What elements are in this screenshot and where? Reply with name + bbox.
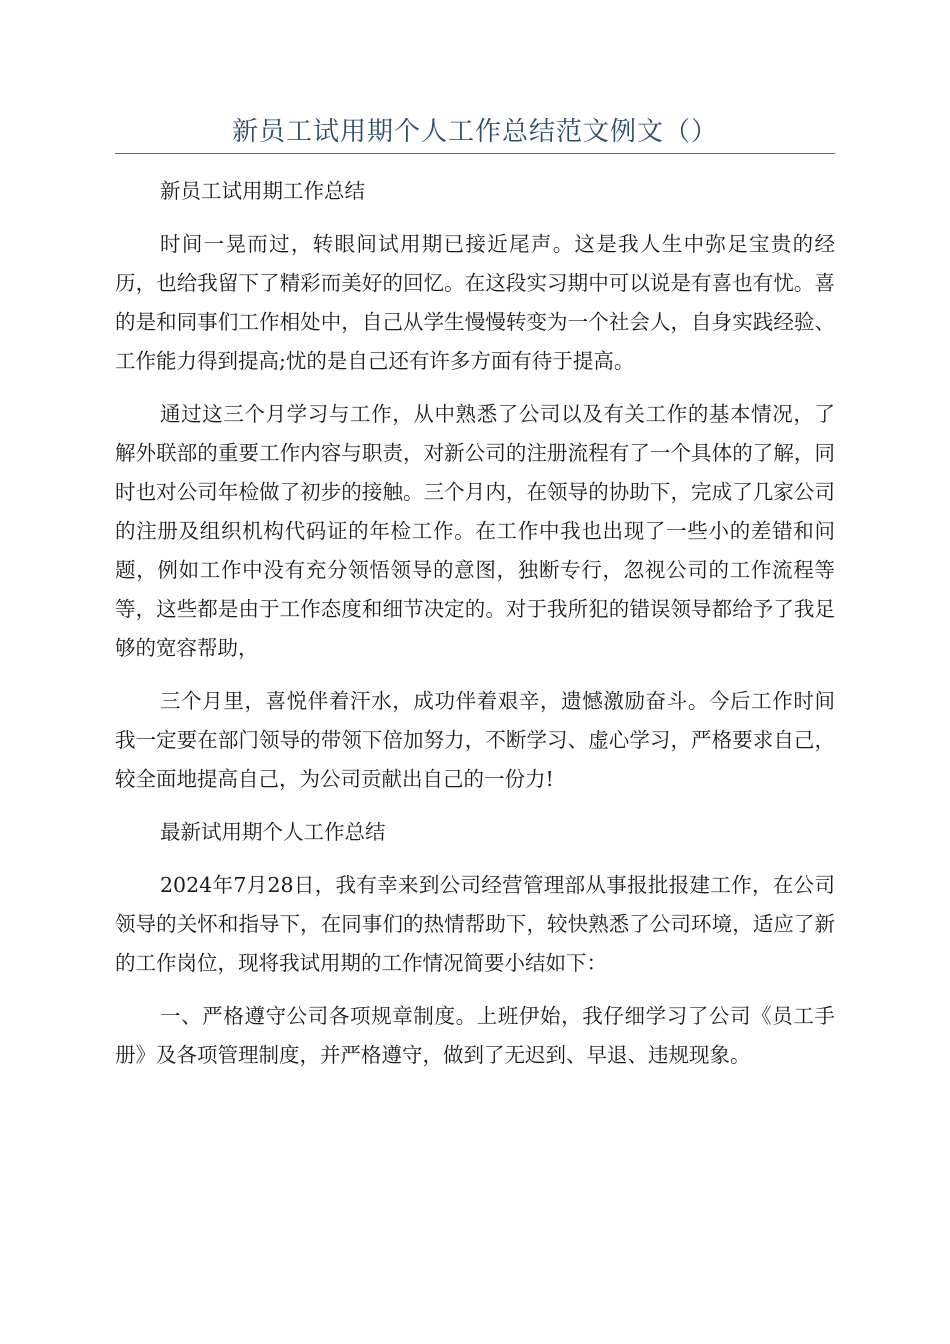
- paragraph: 三个月里，喜悦伴着汗水，成功伴着艰辛，遗憾激励奋斗。今后工作时间我一定要在部门领导的带领下倍加努力，不断学习、虚心学习，严格要求自己，较全面地提高自己，为公司贡献出自己的一份力!: [115, 689, 835, 791]
- section-heading-latest-summary: 最新试用期个人工作总结: [160, 820, 386, 844]
- document-body: [115, 172, 835, 1089]
- document-title: 新员工试用期个人工作总结范文例文（）: [231, 117, 718, 147]
- paragraph: 一、严格遵守公司各项规章制度。上班伊始，我仔细学习了公司《员工手册》及各项管理制度，并严格遵守，做到了无迟到、早退、违规现象。: [115, 1004, 835, 1067]
- paragraph: 通过这三个月学习与工作，从中熟悉了公司以及有关工作的基本情况，了解外联部的重要工作内容与职责，对新公司的注册流程有了一个具体的了解，同时也对公司年检做了初步的接触。三个月内，在领导的协助下，完成了几家公司的注册及组织机构代码证的年检工作。在工作中我也出现了一些小的差错和问题，例如工作中没有充分领悟领导的意图，独断专行，忽视公司的工作流程等等，这些都是由于工作态度和细节决定的。对于我所犯的错误领导都给予了我足够的宽容帮助，: [115, 402, 835, 660]
- paragraph: 2024年7月28日，我有幸来到公司经营管理部从事报批报建工作，在公司领导的关怀和指导下，在同事们的热情帮助下，较快熟悉了公司环境，适应了新的工作岗位，现将我试用期的工作情况简要小结如下：: [115, 873, 835, 975]
- section-heading-new-employee-summary: 新员工试用期工作总结: [160, 179, 365, 203]
- paragraph: 时间一晃而过，转眼间试用期已接近尾声。这是我人生中弥足宝贵的经历，也给我留下了精彩而美好的回忆。在这段实习期中可以说是有喜也有忧。喜的是和同事们工作相处中，自己从学生慢慢转变为一个社会人，自身实践经验、工作能力得到提高;忧的是自己还有许多方面有待于提高。: [115, 232, 835, 373]
- title-underline: [115, 153, 835, 154]
